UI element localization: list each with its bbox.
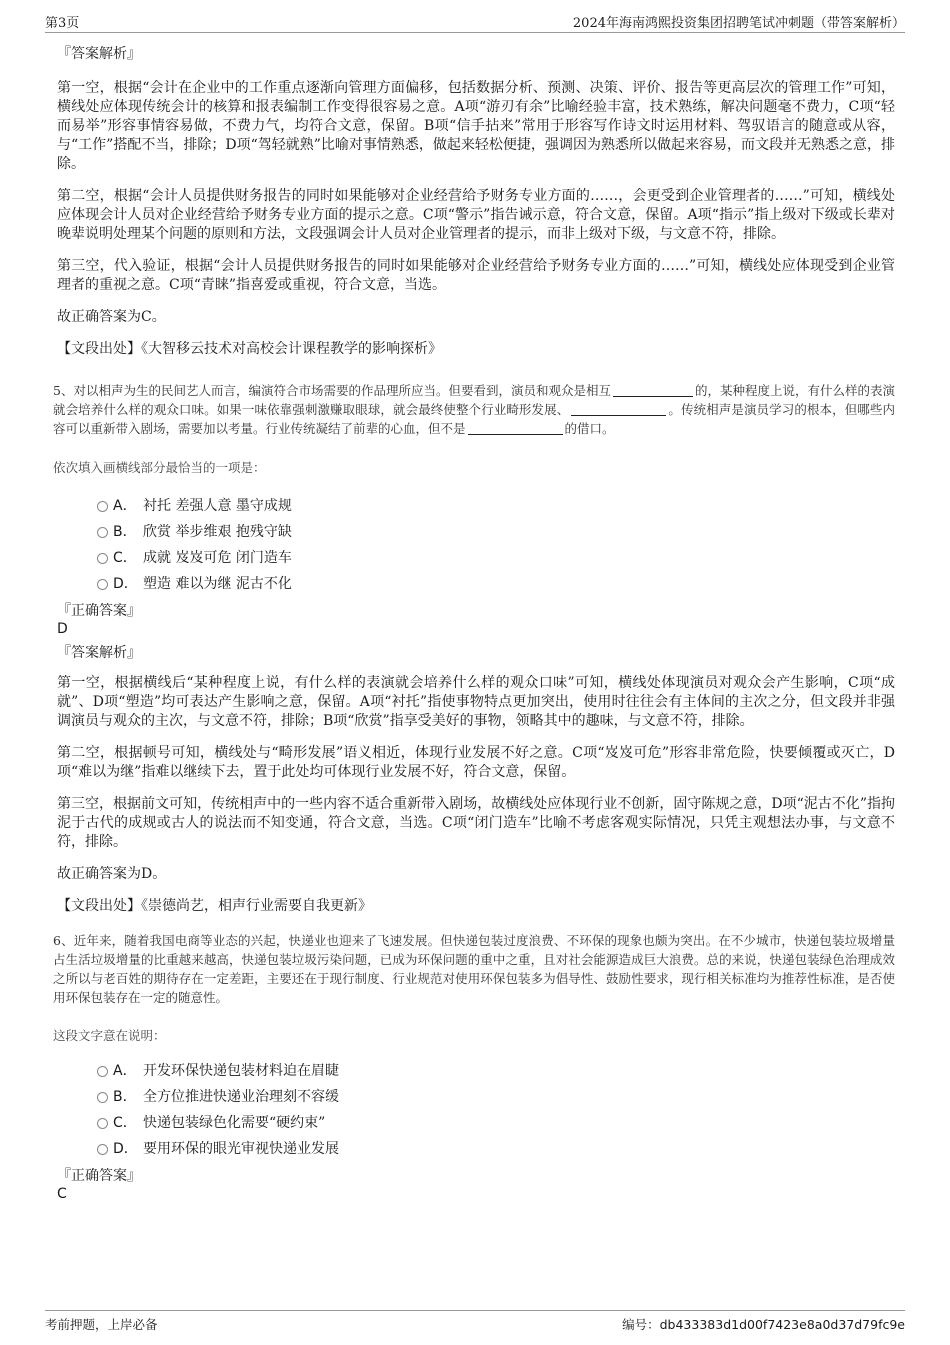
page-footer	[45, 1310, 905, 1332]
footer-code-label: 编号：	[622, 1317, 660, 1332]
q5-stem-c: 。传统相声是演员学习的根本，但哪些内容可以重新带入剧场，需要加以考量。行业传统凝结了前辈的心血，但不是	[53, 402, 895, 436]
q5-analysis-p1: 第一空，根据横线后“某种程度上说，有什么样的表演就会培养什么样的观众口味”可知，横线处体现演员对观众会产生影响，C项“成就”、D项“塑造”均可表达产生影响之意，保留。A项“衬托”指使事物特点更加突出，使用时往往会有主体间的主次之分，但文段并非强调演员与观众的主次，与文意不符，排除；B项“欣赏”指享受美好的事物，领略其中的趣味，与文意不符，排除。	[57, 675, 895, 729]
radio-icon[interactable]	[97, 579, 108, 590]
page-content	[53, 44, 895, 1203]
q5-blank-3	[468, 420, 563, 435]
page-number: 第3页	[45, 16, 80, 31]
q5-option-c[interactable]: C． 成就 岌岌可危 闭门造车	[57, 545, 895, 571]
q6-options	[57, 1058, 895, 1162]
q6-prompt: 这段文字意在说明：	[53, 1028, 166, 1043]
radio-icon[interactable]	[97, 501, 108, 512]
q5-options	[57, 493, 895, 597]
q6-stem: 6、近年来，随着我国电商等业态的兴起，快递业也迎来了飞速发展。但快递包装过度浪费、不环保的现象也颇为突出。在不少城市，快递包装垃圾增量占生活垃圾增量的比重越来越高，快递包装垃圾污染问题，已成为环保问题的重中之重，且对社会能源造成巨大浪费。总的来说，快递包装绿色治理成效之所以与老百姓的期待存在一定差距，主要还在于现行制度、行业规范对使用环保包装多为倡导性、鼓励性要求，现行相关标准均为推荐性标准，是否使用环保包装存在一定的随意性。	[53, 933, 895, 1005]
q5-correct-answer: D	[57, 621, 68, 637]
q5-correct-label: 『正确答案』	[57, 603, 141, 619]
q4-analysis-p3: 第三空，代入验证，根据“会计人员提供财务报告的同时如果能够对企业经营给予财务专业方面的……”可知，横线处应体现受到企业管理者的重视之意。C项“青睐”指喜爱或重视，符合文意，当选。	[57, 258, 895, 293]
q6-correct-answer: C	[57, 1186, 67, 1202]
q5-stem-b: 的，某种程度上说，有什么样的表演就会培养什么样的观众口味。如果一味依靠强刺激赚取眼球，就会最终使整个行业畸形发展、	[53, 383, 895, 417]
radio-icon[interactable]	[97, 1118, 108, 1129]
page-header	[45, 12, 905, 33]
radio-icon[interactable]	[97, 1066, 108, 1077]
footer-code-value: db433383d1d00f7423e8a0d37d79fc9e	[659, 1317, 905, 1332]
q5-stem-d: 的借口。	[564, 421, 615, 436]
q5-blank-2	[571, 401, 666, 416]
q5-source: 【文段出处】《崇德尚艺，相声行业需要自我更新》	[57, 898, 372, 914]
q5-option-a[interactable]: A． 衬托 差强人意 墨守成规	[57, 493, 895, 519]
q4-analysis-p1: 第一空，根据“会计在企业中的工作重点逐渐向管理方面偏移，包括数据分析、预测、决策、评价、报告等更高层次的管理工作”可知，横线处应体现传统会计的核算和报表编制工作变得很容易之意。A项“游刃有余”比喻经验丰富，技术熟练，解决问题毫不费力，C项“轻而易举”形容事情容易做，不费力气，均符合文意，保留。B项“信手拈来”常用于形容写作诗文时运用材料、驾驭语言的随意或从容，与“工作”搭配不当，排除；D项“驾轻就熟”比喻对事情熟悉，做起来轻松便捷，强调因为熟悉所以做起来容易，而文段并无熟悉之意，排除。	[57, 80, 895, 172]
q5-option-b[interactable]: B． 欣赏 举步维艰 抱残守缺	[57, 519, 895, 545]
footer-slogan: 考前押题，上岸必备	[45, 1317, 158, 1332]
radio-icon[interactable]	[97, 1144, 108, 1155]
q4-conclusion: 故正确答案为C。	[57, 309, 166, 325]
q5-conclusion: 故正确答案为D。	[57, 866, 167, 882]
q5-option-d[interactable]: D． 塑造 难以为继 泥古不化	[57, 571, 895, 597]
radio-icon[interactable]	[97, 553, 108, 564]
q6-option-c[interactable]: C． 快递包装绿色化需要“硬约束”	[57, 1110, 895, 1136]
q5-analysis-p2: 第二空，根据顿号可知，横线处与“畸形发展”语义相近，体现行业发展不好之意。C项“岌岌可危”形容非常危险，快要倾覆或灭亡，D项“难以为继”指难以继续下去，置于此处均可体现行业发展不好，符合文意，保留。	[57, 745, 895, 780]
q4-analysis-label: 『答案解析』	[57, 46, 141, 62]
q6-option-a[interactable]: A． 开发环保快递包装材料迫在眉睫	[57, 1058, 895, 1084]
q5-analysis-label: 『答案解析』	[57, 645, 141, 661]
q5-analysis-p3: 第三空，根据前文可知，传统相声中的一些内容不适合重新带入剧场，故横线处应体现行业不创新，固守陈规之意，D项“泥古不化”指拘泥于古代的成规或古人的说法而不知变通，符合文意，当选。C项“闭门造车”比喻不考虑客观实际情况，只凭主观想法办事，与文意不符，排除。	[57, 796, 895, 850]
q6-option-d[interactable]: D． 要用环保的眼光审视快递业发展	[57, 1136, 895, 1162]
radio-icon[interactable]	[97, 527, 108, 538]
q6-correct-label: 『正确答案』	[57, 1168, 141, 1184]
q4-source: 【文段出处】《大智移云技术对高校会计课程教学的影响探析》	[57, 341, 442, 357]
q6-option-b[interactable]: B． 全方位推进快递业治理刻不容缓	[57, 1084, 895, 1110]
document-title: 2024年海南鸿熙投资集团招聘笔试冲刺题（带答案解析）	[572, 16, 905, 31]
q5-stem	[53, 381, 895, 438]
radio-icon[interactable]	[97, 1092, 108, 1103]
q5-blank-1	[613, 382, 693, 397]
q5-stem-a: 5、对以相声为生的民间艺人而言，编演符合市场需要的作品理所应当。但要看到，演员和观众是相互	[53, 383, 611, 398]
footer-doc-code	[622, 1315, 905, 1333]
q5-prompt: 依次填入画横线部分最恰当的一项是：	[53, 460, 266, 475]
q4-analysis-p2: 第二空，根据“会计人员提供财务报告的同时如果能够对企业经营给予财务专业方面的……，会更受到企业管理者的……”可知，横线处应体现会计人员对企业经营给予财务专业方面的提示之意。C项“警示”指告诫示意，符合文意，保留。A项“指示”指上级对下级或长辈对晚辈说明处理某个问题的原则和方法，文段强调会计人员对企业管理者的提示，而非上级对下级，与文意不符，排除。	[57, 188, 895, 242]
